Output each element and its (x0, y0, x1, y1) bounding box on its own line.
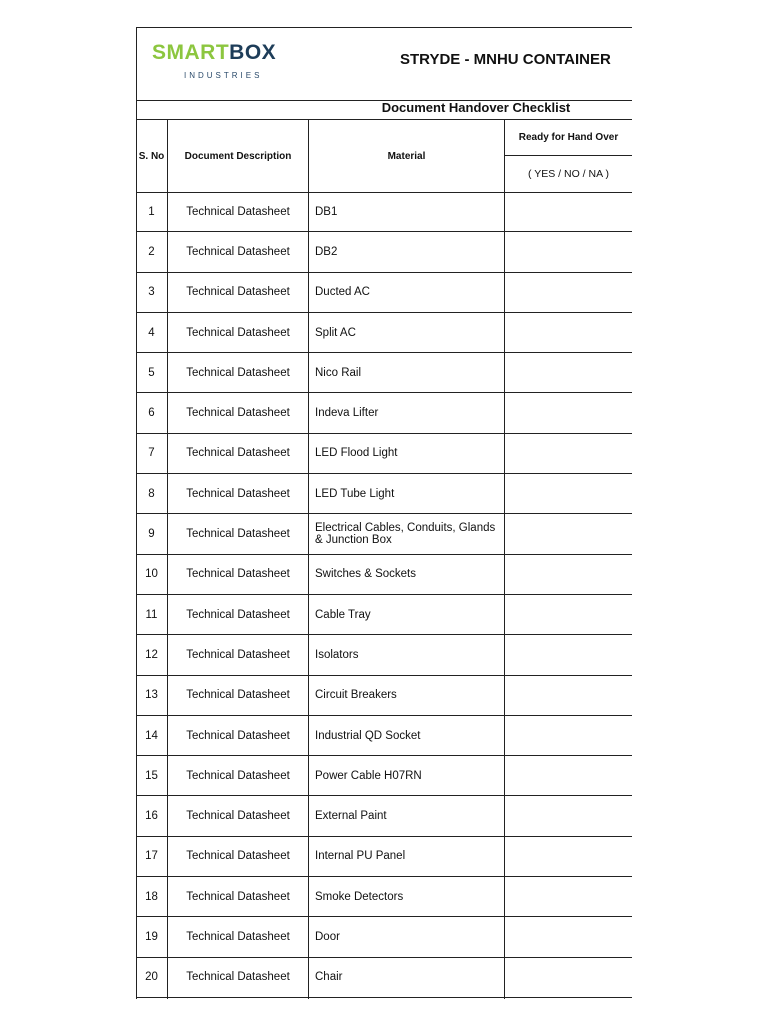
row-description: Technical Datasheet (186, 689, 290, 702)
table-row (136, 353, 632, 393)
row-number: 5 (148, 366, 155, 379)
table-row (136, 474, 632, 514)
table-row (136, 917, 632, 957)
row-number: 8 (148, 487, 155, 500)
row-description: Technical Datasheet (186, 366, 290, 379)
row-number: 9 (148, 528, 155, 541)
row-number: 4 (148, 326, 155, 339)
row-material: Electrical Cables, Conduits, Glands & Junction Box (315, 522, 496, 547)
row-material: External Paint (315, 810, 387, 823)
row-ready-cell[interactable] (505, 595, 632, 634)
row-description: Technical Datasheet (186, 729, 290, 742)
row-material: DB2 (315, 245, 338, 258)
row-ready-cell[interactable] (505, 514, 632, 553)
row-description: Technical Datasheet (186, 930, 290, 943)
row-description: Technical Datasheet (186, 245, 290, 258)
table-row (136, 393, 632, 433)
table-row (136, 837, 632, 877)
row-description: Technical Datasheet (186, 850, 290, 863)
row-number: 3 (148, 286, 155, 299)
row-number: 1 (148, 205, 155, 218)
row-ready-cell[interactable] (505, 474, 632, 513)
logo-part-box: BOX (229, 41, 277, 64)
header-material: Material (387, 150, 426, 162)
logo-subtitle: INDUSTRIES (184, 71, 263, 80)
row-material: Split AC (315, 326, 356, 339)
checklist-rows (136, 192, 632, 998)
row-material: Door (315, 930, 340, 943)
row-description: Technical Datasheet (186, 810, 290, 823)
table-row (136, 958, 632, 998)
document-subtitle: Document Handover Checklist (381, 100, 571, 115)
row-description: Technical Datasheet (186, 769, 290, 782)
logo-wordmark (152, 41, 276, 65)
table-row (136, 192, 632, 232)
row-number: 2 (148, 245, 155, 258)
table-row (136, 232, 632, 272)
row-material: Industrial QD Socket (315, 729, 421, 742)
row-number: 14 (145, 729, 158, 742)
smartbox-logo (152, 41, 312, 85)
row-description: Technical Datasheet (186, 487, 290, 500)
row-ready-cell[interactable] (505, 393, 632, 432)
row-description: Technical Datasheet (186, 326, 290, 339)
row-number: 19 (145, 930, 158, 943)
row-material: Nico Rail (315, 366, 362, 379)
row-ready-cell[interactable] (505, 273, 632, 312)
row-number: 18 (145, 890, 158, 903)
row-material: Cable Tray (315, 608, 371, 621)
row-material: Switches & Sockets (315, 568, 416, 581)
logo-part-smart: SMART (152, 41, 230, 64)
row-description: Technical Datasheet (186, 447, 290, 460)
row-description: Technical Datasheet (186, 608, 290, 621)
header-ready-options: ( YES / NO / NA ) (528, 168, 609, 180)
row-description: Technical Datasheet (186, 528, 290, 541)
row-ready-cell[interactable] (505, 192, 632, 231)
table-row (136, 555, 632, 595)
row-ready-cell[interactable] (505, 958, 632, 997)
row-ready-cell[interactable] (505, 756, 632, 795)
row-number: 15 (145, 769, 158, 782)
row-number: 7 (148, 447, 155, 460)
row-ready-cell[interactable] (505, 796, 632, 835)
row-number: 10 (145, 568, 158, 581)
row-ready-cell[interactable] (505, 837, 632, 876)
row-material: Chair (315, 971, 343, 984)
table-row (136, 716, 632, 756)
row-material: Internal PU Panel (315, 850, 406, 863)
row-material: Indeva Lifter (315, 407, 379, 420)
table-row (136, 595, 632, 635)
row-material: Isolators (315, 648, 359, 661)
border-top (136, 27, 632, 28)
row-material: Smoke Detectors (315, 890, 404, 903)
row-ready-cell[interactable] (505, 877, 632, 916)
table-row (136, 635, 632, 675)
row-material: DB1 (315, 205, 338, 218)
row-number: 12 (145, 648, 158, 661)
table-row (136, 313, 632, 353)
row-ready-cell[interactable] (505, 313, 632, 352)
row-ready-cell[interactable] (505, 353, 632, 392)
row-number: 11 (145, 608, 158, 621)
row-material: LED Tube Light (315, 487, 395, 500)
row-ready-cell[interactable] (505, 635, 632, 674)
row-ready-cell[interactable] (505, 555, 632, 594)
row-ready-cell[interactable] (505, 434, 632, 473)
checklist-sheet (136, 27, 632, 999)
row-ready-cell[interactable] (505, 917, 632, 956)
table-row (136, 273, 632, 313)
table-row (136, 434, 632, 474)
row-material: LED Flood Light (315, 447, 398, 460)
row-ready-cell[interactable] (505, 716, 632, 755)
table-row (136, 676, 632, 716)
row-number: 17 (145, 850, 158, 863)
row-number: 16 (145, 810, 158, 823)
document-title: STRYDE - MNHU CONTAINER (400, 51, 611, 68)
row-number: 6 (148, 407, 155, 420)
header-ready: Ready for Hand Over (518, 132, 619, 143)
row-ready-cell[interactable] (505, 676, 632, 715)
header-description: Document Description (184, 150, 292, 162)
row-ready-cell[interactable] (505, 232, 632, 271)
row-description: Technical Datasheet (186, 890, 290, 903)
row-description: Technical Datasheet (186, 286, 290, 299)
header-sno: S. No (138, 150, 165, 162)
row-description: Technical Datasheet (186, 971, 290, 984)
table-row (136, 756, 632, 796)
row-material: Circuit Breakers (315, 689, 397, 702)
row-number: 20 (145, 971, 158, 984)
row-description: Technical Datasheet (186, 568, 290, 581)
row-material: Power Cable H07RN (315, 769, 422, 782)
row-number: 13 (145, 689, 158, 702)
row-description: Technical Datasheet (186, 407, 290, 420)
table-row (136, 877, 632, 917)
row-description: Technical Datasheet (186, 205, 290, 218)
row-description: Technical Datasheet (186, 648, 290, 661)
row-material: Ducted AC (315, 286, 370, 299)
table-row (136, 796, 632, 836)
table-row (136, 514, 632, 554)
